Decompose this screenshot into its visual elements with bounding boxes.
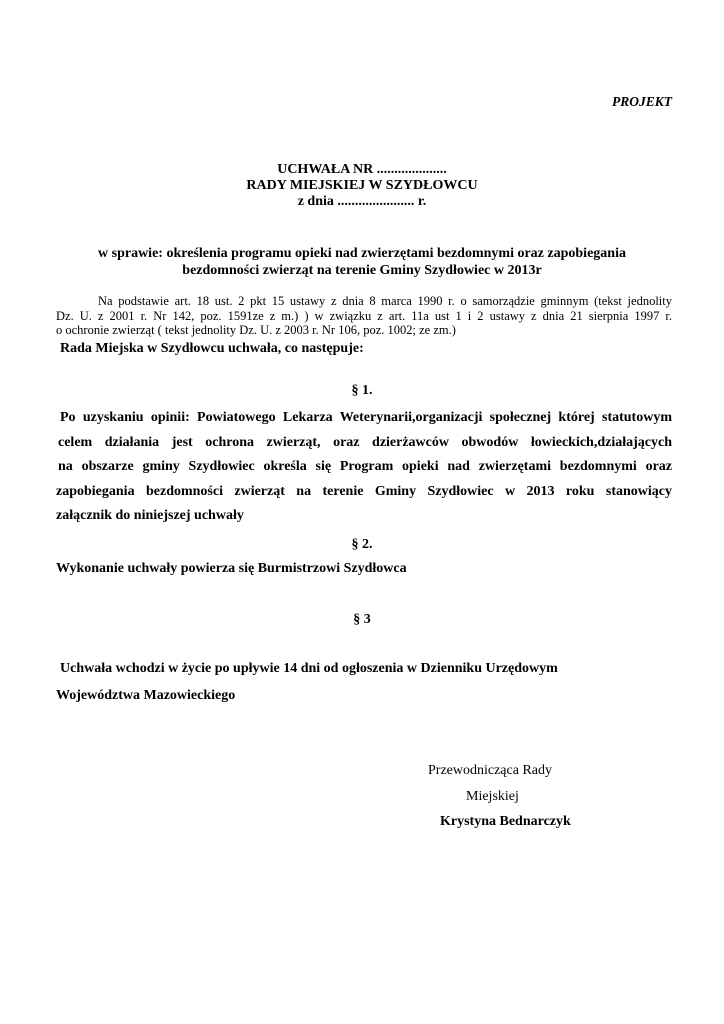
signature-role-line-1: Przewodnicząca Rady [428,763,552,778]
title-council: RADY MIEJSKIEJ W SZYDŁOWCU [246,178,478,193]
signature-role-line-2: Miejskiej [466,789,519,804]
section-2-heading: § 2. [351,537,373,552]
section-3-line-2: Województwa Mazowieckiego [56,688,236,703]
project-label: PROJEKT [611,94,672,109]
legal-basis-line-3: o ochronie zwierząt ( tekst jednolity Dz. U. z 2003 r. Nr 106, poz. 1002; ze zm.) [56,323,456,337]
section-1-heading: § 1. [351,383,373,398]
title-date: z dnia ...................... r. [297,194,427,209]
section-1-line-1: Po uzyskaniu opinii: Powiatowego Lekarza Weterynarii,organizacji społecznej której statutowym [60,410,672,425]
section-3-heading: § 3 [353,612,371,627]
section-1-text [56,406,672,529]
subject-line-1: w sprawie: określenia programu opieki nad zwierzętami bezdomnymi oraz zapobiegania [98,246,626,261]
section-1-line-3: na obszarze gminy Szydłowiec określa się Program opieki nad zwierzętami bezdomnymi oraz [58,459,672,474]
legal-basis-line-2: Dz. U. z 2001 r. Nr 142, poz. 1591ze z m.) ) w związku z art. 11a ust 1 i 2 ustawy z dnia 21 sierpnia 1997 r. [56,308,672,323]
title-number: UCHWAŁA NR .................... [277,162,447,177]
section-1-line-5: załącznik do niniejszej uchwały [56,508,244,523]
signature-name: Krystyna Bednarczyk [440,814,571,829]
subject-line-2: bezdomności zwierząt na terenie Gminy Szydłowiec w 2013r [182,263,542,278]
resolution-intro: Rada Miejska w Szydłowcu uchwała, co następuje: [60,341,364,356]
section-3-line-1: Uchwała wchodzi w życie po upływie 14 dni od ogłoszenia w Dzienniku Urzędowym [60,661,558,676]
section-1-line-4: zapobiegania bezdomności zwierząt na terenie Gminy Szydłowiec w 2013 roku stanowiący [56,483,672,499]
legal-basis [56,294,672,338]
section-2-text: Wykonanie uchwały powierza się Burmistrzowi Szydłowca [56,561,407,576]
section-1-line-2: celem działania jest ochrona zwierząt, oraz dzierżawców obwodów łowieckich,działających [58,434,672,450]
legal-basis-line-1: Na podstawie art. 18 ust. 2 pkt 15 ustawy z dnia 8 marca 1990 r. o samorządzie gminnym (tekst jednolity [98,294,672,308]
